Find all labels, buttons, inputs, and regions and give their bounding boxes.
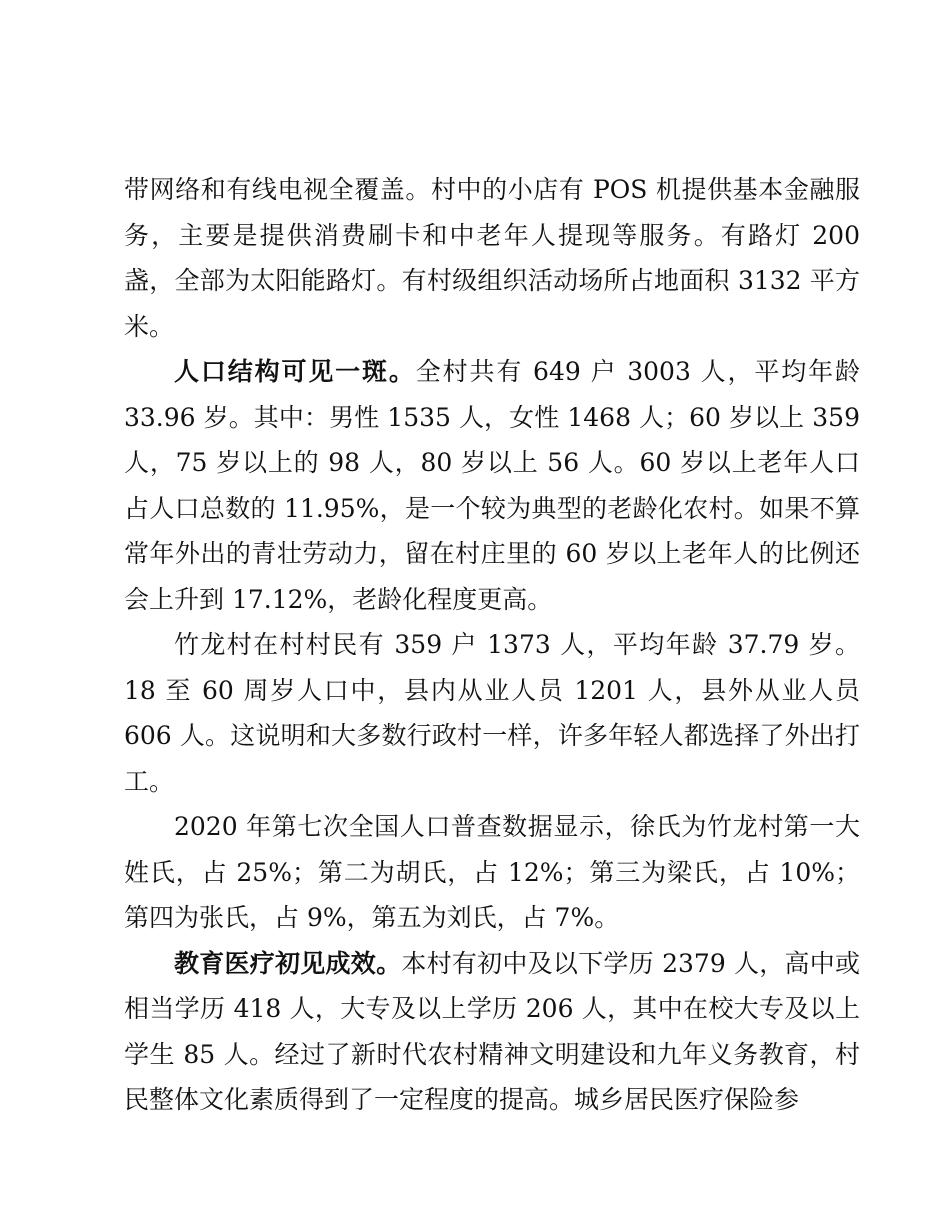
paragraph-surnames-census [124,804,860,941]
paragraph-lead-heading: 人口结构可见一斑。 [174,357,416,386]
paragraph-education-medical [124,941,860,1123]
paragraph-infrastructure [124,167,860,349]
paragraph-text: 带网络和有线电视全覆盖。村中的小店有 POS 机提供基本金融服务，主要是提供消费刷卡和中老年人提现等服务。有路灯 200 盏，全部为太阳能路灯。有村级组织活动场所占地面积 3132 平方米。 [124,175,860,341]
paragraph-text: 2020 年第七次全国人口普查数据显示，徐氏为竹龙村第一大姓氏，占 25%；第二为胡氏，占 12%；第三为梁氏，占 10%；第四为张氏，占 9%，第五为刘氏，占 7%。 [124,812,860,932]
paragraph-text: 本村有初中及以下学历 2379 人，高中或相当学历 418 人，大专及以上学历 206 人，其中在校大专及以上学生 85 人。经过了新时代农村精神文明建设和九年义务教育，村民整体文化素质得到了一定程度的提高。城乡居民医疗保险参 [124,948,860,1114]
paragraph-text: 竹龙村在村村民有 359 户 1373 人，平均年龄 37.79 岁。18 至 60 周岁人口中，县内从业人员 1201 人，县外从业人员 606 人。这说明和大多数行政村一样，许多年轻人都选择了外出打工。 [124,630,860,796]
paragraph-lead-heading: 教育医疗初见成效。 [174,948,402,978]
paragraph-population-structure [124,349,860,622]
paragraph-resident-villagers [124,622,860,804]
paragraph-text: 全村共有 649 户 3003 人，平均年龄 33.96 岁。其中：男性 1535 人，女性 1468 人；60 岁以上 359 人，75 岁以上的 98 人，80 岁以上 56 人。60 岁以上老年人口占人口总数的 11.95%，是一个较为典型的老龄化农村。如果不算常年外出的青壮劳动力，留在村庄里的 60 岁以上老年人的比例还会上升到 17.12%，老龄化程度更高。 [124,357,860,614]
document-page [124,167,860,1123]
